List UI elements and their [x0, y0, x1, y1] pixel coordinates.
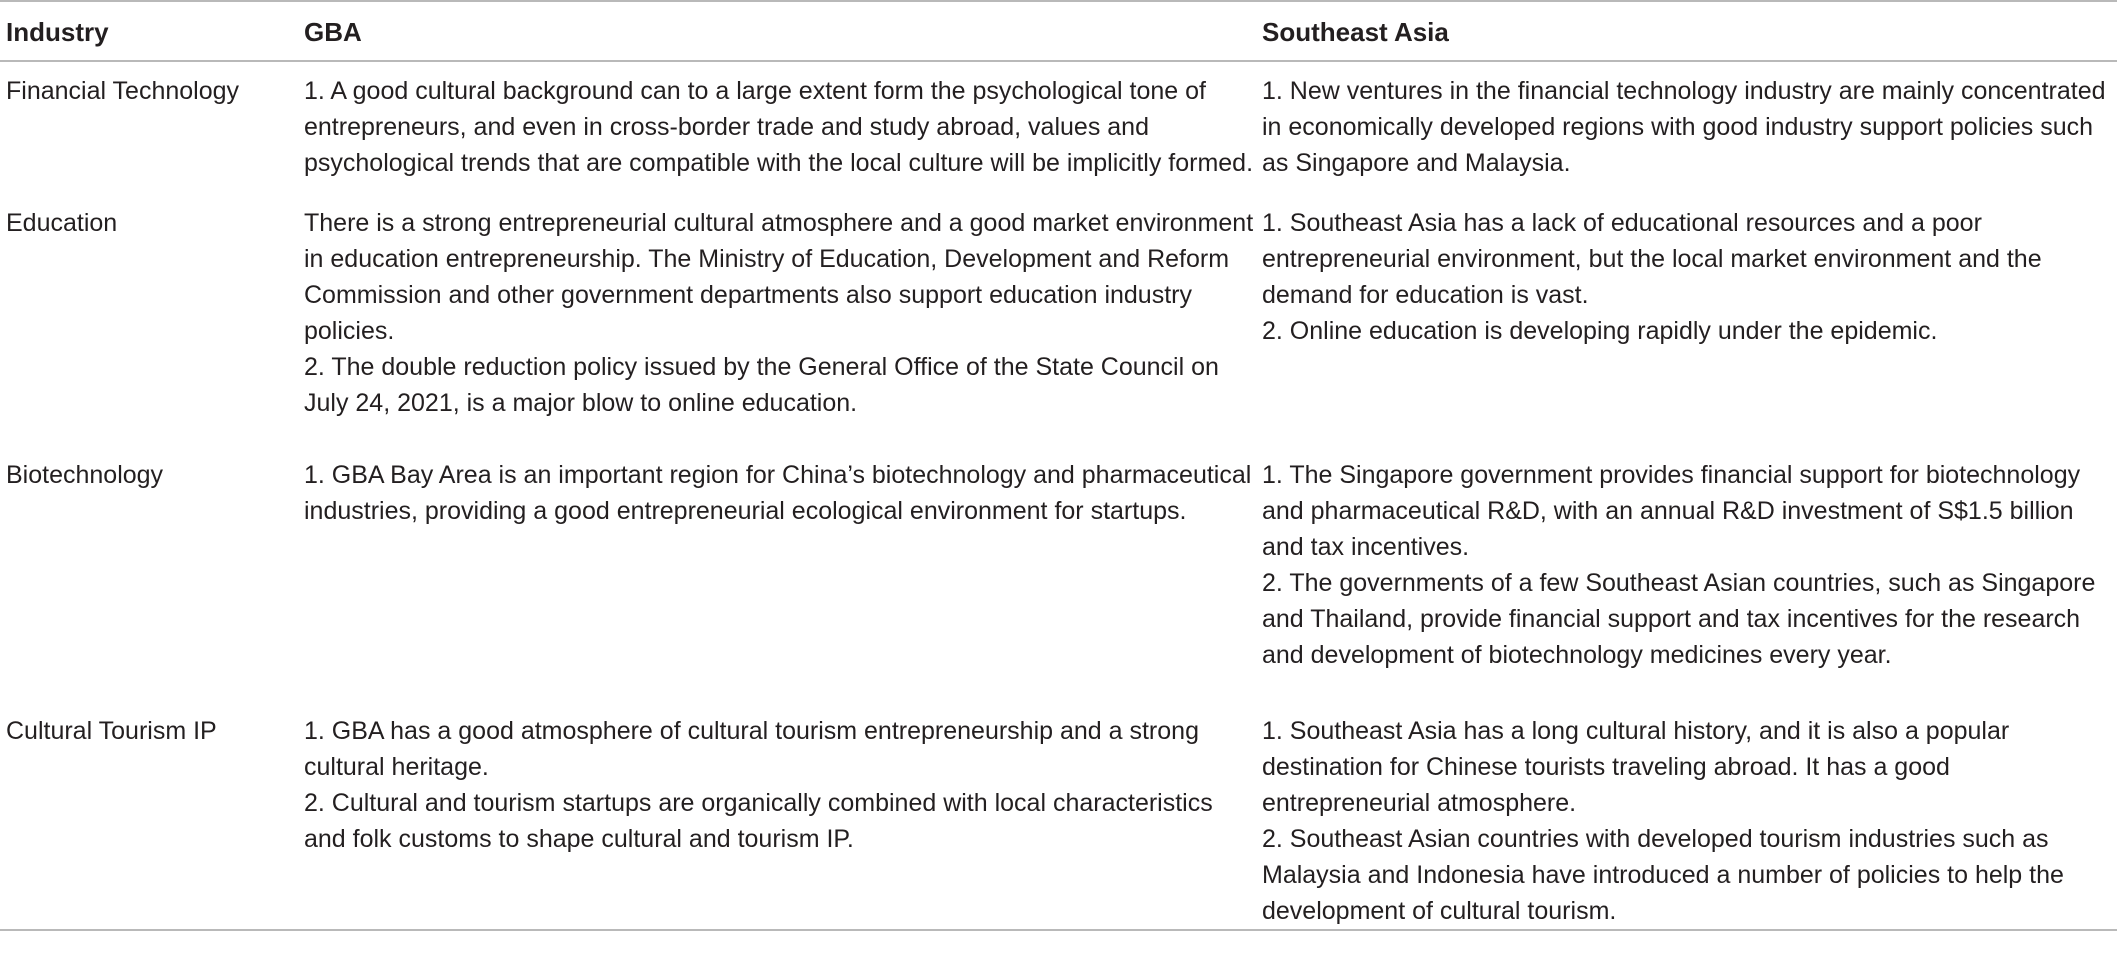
cell-gba-line: 2. The double reduction policy issued by the General Office of the State Council on July 24, 2021, is a major blow to online education. [304, 353, 1219, 417]
cell-gba [304, 199, 1262, 451]
cell-sea-line: 2. The governments of a few Southeast Asian countries, such as Singapore and Thailand, provide financial support and tax incentives for the research and development of biotechnology medicines every year. [1262, 569, 2096, 669]
header-industry: Industry [6, 17, 109, 47]
cell-sea-line: 2. Southeast Asian countries with developed tourism industries such as Malaysia and Indonesia have introduced a number of policies to help the development of cultural tourism. [1262, 825, 2064, 925]
table-row [0, 451, 2117, 707]
cell-southeast-asia [1262, 61, 2117, 199]
cell-gba [304, 451, 1262, 707]
cell-sea-line: 1. New ventures in the financial technology industry are mainly concentrated in economically developed regions with good industry support policies such as Singapore and Malaysia. [1262, 77, 2106, 177]
header-row [0, 1, 2117, 61]
cell-industry: Financial Technology [6, 77, 240, 105]
table-row [0, 707, 2117, 930]
table-body [0, 61, 2117, 930]
cell-industry: Education [6, 209, 118, 237]
cell-sea-line: 2. Online education is developing rapidly under the epidemic. [1262, 317, 1938, 345]
cell-sea-line: 1. Southeast Asia has a long cultural history, and it is also a popular destination for Chinese tourists traveling abroad. It has a good entrepreneurial atmosphere. [1262, 717, 2010, 817]
cell-gba-line: 1. GBA has a good atmosphere of cultural tourism entrepreneurship and a strong cultural heritage. [304, 717, 1199, 781]
cell-industry: Cultural Tourism IP [6, 717, 217, 745]
cell-southeast-asia [1262, 199, 2117, 451]
cell-sea-line: 1. Southeast Asia has a lack of educational resources and a poor entrepreneurial environment, but the local market environment and the demand for education is vast. [1262, 209, 2042, 309]
cell-gba-line: 1. GBA Bay Area is an important region for China’s biotechnology and pharmaceutical industries, providing a good entrepreneurial ecological environment for startups. [304, 461, 1252, 525]
cell-gba-line: 1. A good cultural background can to a large extent form the psychological tone of entrepreneurs, and even in cross-border trade and study abroad, values and psychological trends that are compatible with the local culture will be implicitly formed. [304, 77, 1254, 177]
table-header [0, 1, 2117, 61]
cell-gba [304, 707, 1262, 930]
cell-southeast-asia [1262, 451, 2117, 707]
header-gba: GBA [304, 17, 362, 47]
cell-gba-line: 2. Cultural and tourism startups are organically combined with local characteristics and folk customs to shape cultural and tourism IP. [304, 789, 1213, 853]
header-southeast-asia: Southeast Asia [1262, 17, 1449, 47]
cell-sea-line: 1. The Singapore government provides financial support for biotechnology and pharmaceutical R&D, with an annual R&D investment of S$1.5 billion and tax incentives. [1262, 461, 2081, 561]
cell-gba-line: There is a strong entrepreneurial cultural atmosphere and a good market environment in education entrepreneurship. The Ministry of Education, Development and Reform Commission and other government departments also support education industry policies. [304, 209, 1254, 345]
cell-industry: Biotechnology [6, 461, 164, 489]
table-row [0, 199, 2117, 451]
cell-southeast-asia [1262, 707, 2117, 930]
cell-gba [304, 61, 1262, 199]
table-row [0, 61, 2117, 199]
